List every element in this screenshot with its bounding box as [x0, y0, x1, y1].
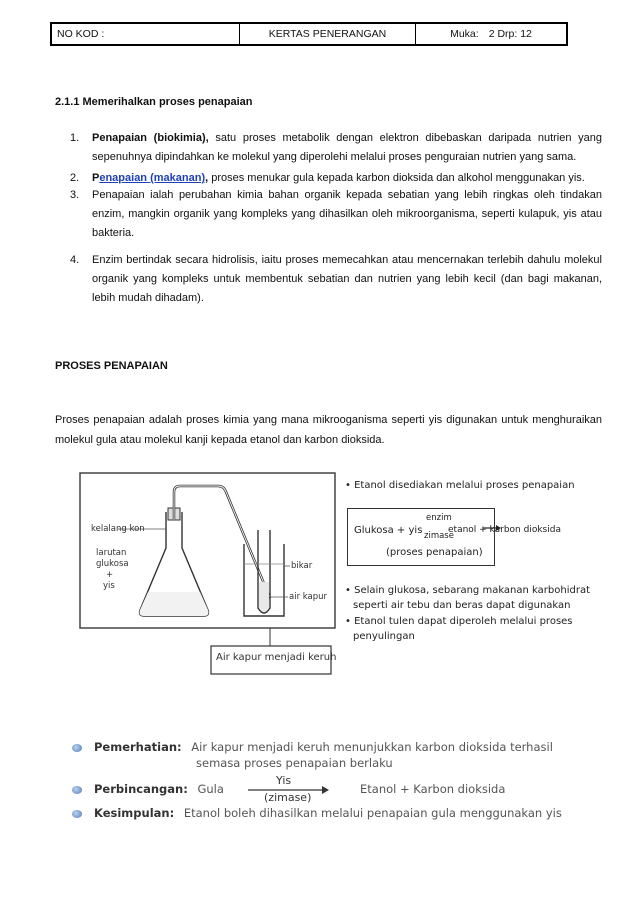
pemerhatian-label: Pemerhatian:	[94, 740, 182, 754]
label-bikar: bikar	[291, 561, 313, 571]
muka-value: 2 Drp: 12	[488, 28, 532, 40]
eq-right: etanol + karbon dioksida	[448, 525, 561, 535]
label-yis: yis	[103, 581, 115, 591]
note-glukosa-2: seperti air tebu dan beras dapat digunakan	[353, 600, 571, 611]
note-bullet-1	[345, 478, 575, 493]
pemerhatian-text-1: Air kapur menjadi keruh menunjukkan karbon dioksida terhasil	[191, 740, 553, 754]
bullet-mark: •	[345, 585, 351, 596]
muka-label: Muka:	[450, 28, 479, 40]
header-table	[50, 22, 568, 46]
label-kelalang-kon: kelalang kon	[91, 524, 145, 534]
bullet-icon	[72, 810, 82, 818]
term-biokimia: Penapaian (biokimia),	[92, 132, 209, 144]
glucose-solution	[140, 592, 209, 616]
list-item	[55, 251, 602, 308]
definition-list	[55, 129, 602, 308]
list-item-text: satu proses metabolik dengan elektron dibebaskan daripada nutrien yang sepenuhnya dipindahkan ke molekul yang diperolehi melalui proses penguraian nutrien yang sama.	[92, 132, 602, 163]
list-item-text: Penapaian ialah perubahan kimia bahan organik kepada sebatian yang lebih ringkas oleh tindakan enzim, mangkin organik yang kompleks yang dihasilkan oleh mikroorganisma, seperti kulapuk, yis atau bakteria.	[92, 189, 602, 239]
pemerhatian-row	[72, 740, 553, 754]
arrow-top-label: Yis	[276, 774, 292, 787]
label-air-kapur: air kapur	[289, 592, 328, 602]
bullet-mark: •	[345, 480, 351, 491]
note-penyulingan-2: penyulingan	[353, 631, 415, 642]
pemerhatian-text-2: semasa proses penapaian berlaku	[196, 756, 393, 770]
list-item	[55, 129, 602, 167]
note-etanol: Etanol disediakan melalui proses penapaian	[354, 480, 575, 491]
kesimpulan-row	[72, 806, 562, 820]
list-number: 2.	[70, 172, 80, 184]
label-larutan: larutan	[96, 548, 127, 558]
product-text: Etanol + Karbon dioksida	[360, 782, 506, 796]
page-number-cell	[416, 24, 566, 44]
bullet-icon	[72, 744, 82, 752]
label-plus: +	[106, 570, 114, 580]
note-penyulingan-1: Etanol tulen dapat diperoleh melalui proses	[354, 616, 573, 627]
eq-note: (proses penapaian)	[386, 547, 483, 558]
arrow-bottom-label: (zimase)	[264, 791, 312, 804]
eq-zimase: zimase	[424, 531, 454, 541]
bullet-icon	[72, 786, 82, 794]
list-number: 4.	[70, 254, 80, 266]
intro-paragraph: Proses penapaian adalah proses kimia yang mana mikrooganisma seperti yis digunakan untuk menghuraikan molekul gula atau molekul kanji kepada etanol dan karbon dioksida.	[55, 414, 602, 446]
pemerhatian-row-2	[196, 756, 393, 770]
list-number: 3.	[70, 189, 80, 201]
section-title: 2.1.1 Memerihalkan proses penapaian	[55, 96, 253, 108]
lime-water	[259, 582, 269, 612]
kesimpulan-label: Kesimpulan:	[94, 806, 175, 820]
eq-enzim: enzim	[426, 513, 452, 523]
gula-text: Gula	[197, 782, 224, 796]
note-bullet-2	[345, 583, 590, 613]
equation-box	[347, 508, 561, 566]
term-prefix: P	[92, 172, 100, 184]
perbincangan-row	[72, 782, 224, 796]
figure-caption: Air kapur menjadi keruh	[216, 652, 337, 663]
eq-left: Glukosa + yis	[354, 525, 423, 536]
note-bullet-3	[345, 614, 573, 644]
bullet-mark: •	[345, 616, 351, 627]
list-item-text: Enzim bertindak secara hidrolisis, iaitu proses memecahkan atau mencernakan terlebih dahulu molekul organik yang kompleks untuk membentuk sebatian dan nutrien yang lebih kecil (dan bagi makanan, lebih mudah dihadam).	[92, 254, 602, 304]
proses-title: PROSES PENAPAIAN	[55, 360, 168, 372]
list-number: 1.	[70, 132, 80, 144]
label-glukosa: glukosa	[96, 559, 129, 569]
perbincangan-label: Perbincangan:	[94, 782, 188, 796]
term-suffix: ,	[205, 172, 209, 184]
doc-title-cell: KERTAS PENERANGAN	[240, 24, 416, 44]
kesimpulan-text: Etanol boleh dihasilkan melalui penapaian gula menggunakan yis	[183, 806, 562, 820]
note-glukosa-1: Selain glukosa, sebarang makanan karbohidrat	[354, 585, 590, 596]
list-item-text: proses menukar gula kepada karbon dioksida dan alkohol menggunakan yis.	[208, 172, 585, 184]
delivery-tube	[174, 486, 270, 598]
list-item	[55, 186, 602, 243]
no-kod-cell: NO KOD :	[52, 24, 240, 44]
term-makanan-link[interactable]: enapaian (makanan)	[99, 172, 206, 184]
